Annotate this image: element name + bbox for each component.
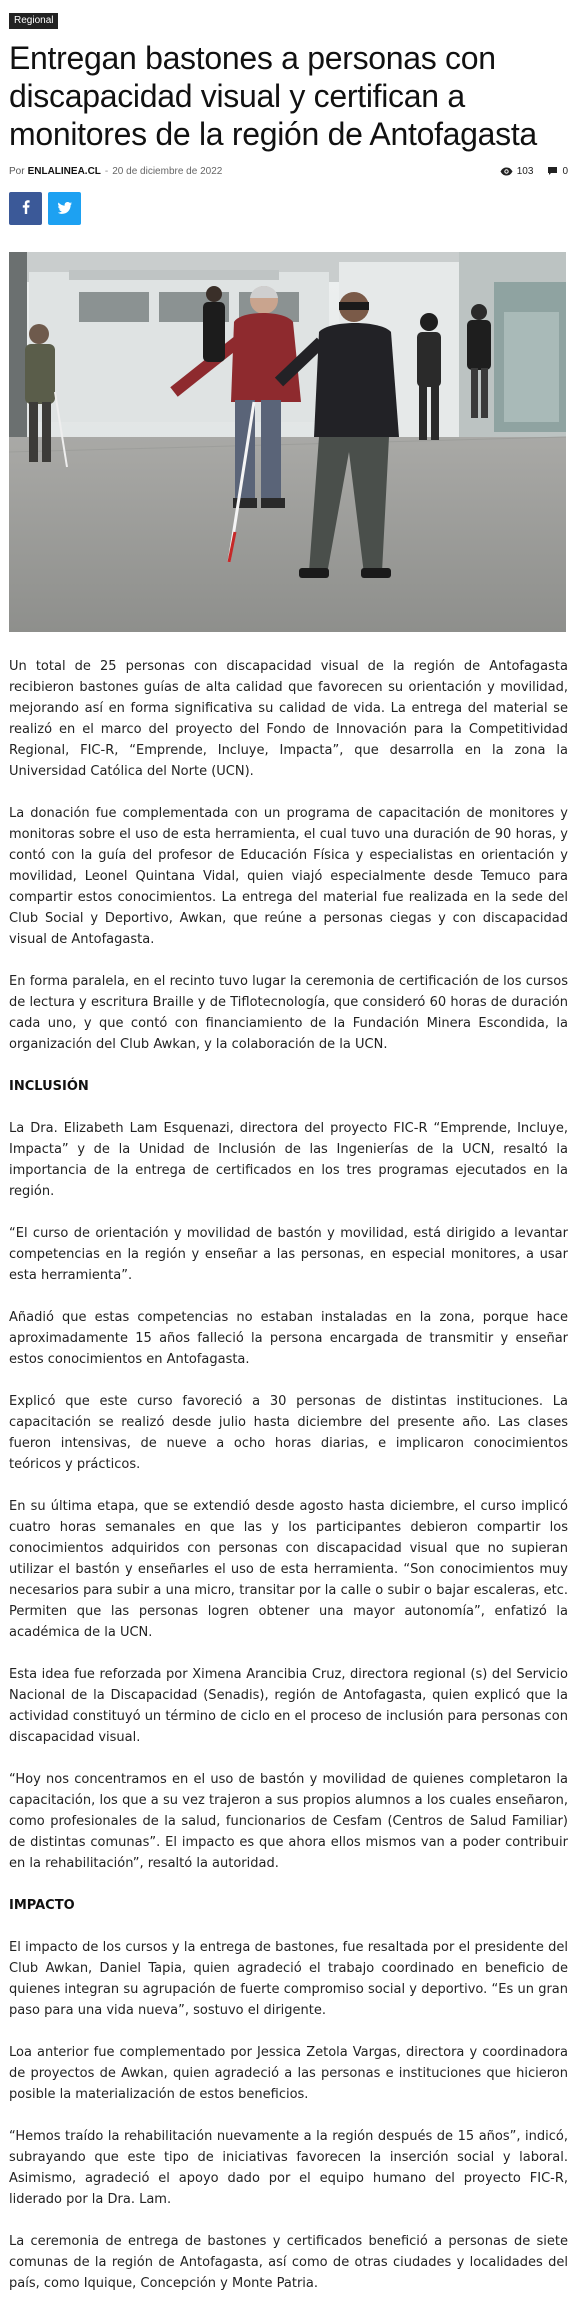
paragraph: La ceremonia de entrega de bastones y certificados benefició a personas de siete comunas de la región de Antofagasta, así como de otras ciudades y localidades del país, como Iquique, Concepción y Monte Patria. bbox=[9, 2234, 568, 2291]
photo-illustration bbox=[9, 252, 566, 632]
paragraph: Añadió que estas competencias no estaban instaladas en la zona, porque hace aproximadamente 15 años falleció la persona encargada de transmitir y enseñar estos conocimientos en Antofagasta. bbox=[9, 1310, 568, 1367]
author-link[interactable]: ENLALINEA.CL bbox=[27, 165, 101, 177]
views-count: 103 bbox=[516, 165, 534, 177]
article-title: Entregan bastones a personas con discapacidad visual y certifican a monitores de la región de Antofagasta bbox=[9, 40, 537, 152]
paragraph: En forma paralela, en el recinto tuvo lugar la ceremonia de certificación de los cursos de lectura y escritura Braille y de Tiflotecnología, que consideró 60 horas de duración cada uno, y que contó con financiamiento de la Fundación Minera Escondida, la organización del Club Awkan, y la colaboración de la UCN. bbox=[9, 974, 568, 1052]
comment-icon bbox=[547, 166, 558, 176]
meta-separator: - bbox=[104, 165, 109, 177]
section-heading-impacto: IMPACTO bbox=[9, 1898, 75, 1913]
article-photo bbox=[9, 252, 566, 632]
comments-count: 0 bbox=[562, 165, 568, 177]
article-meta bbox=[9, 163, 568, 179]
paragraph: La Dra. Elizabeth Lam Esquenazi, directora del proyecto FIC-R “Emprende, Incluye, Impacta” y de la Unidad de Inclusión de las Ingenierías de la UCN, resaltó la importancia de la entrega de certificados en los tres programas ejecutados en la región. bbox=[9, 1121, 568, 1199]
paragraph: Explicó que este curso favoreció a 30 personas de distintas instituciones. La capacitación se realizó desde julio hasta diciembre del presente año. Las clases fueron intensivas, de nueve a ocho horas diarias, e implicaron conocimientos teóricos y prácticos. bbox=[9, 1394, 568, 1472]
facebook-share-button[interactable] bbox=[9, 192, 42, 225]
facebook-icon bbox=[22, 199, 30, 218]
by-label: Por bbox=[9, 165, 25, 177]
paragraph: Un total de 25 personas con discapacidad visual de la región de Antofagasta recibieron bastones guías de alta calidad que favorecen su orientación y movilidad, mejorando así en forma significativa su calidad de vida. La entrega del material se realizó en el marco del proyecto del Fondo de Innovación para la Competitividad Regional, FIC-R, “Emprende, Incluye, Impacta”, que desarrolla en la zona la Universidad Católica del Norte (UCN). bbox=[9, 659, 568, 779]
section-heading-inclusion: INCLUSIÓN bbox=[9, 1079, 89, 1094]
paragraph: “Hemos traído la rehabilitación nuevamente a la región después de 15 años”, indicó, subrayando que este tipo de iniciativas favorecen la inserción social y laboral. Asimismo, agradeció el apoyo dado por el equipo humano del proyecto FIC-R, liderado por la Dra. Lam. bbox=[9, 2129, 568, 2207]
article-body bbox=[9, 656, 568, 2294]
comments-counter[interactable] bbox=[547, 166, 568, 177]
category-badge[interactable]: Regional bbox=[9, 13, 58, 29]
article-stats bbox=[500, 166, 568, 177]
paragraph: Esta idea fue reforzada por Ximena Arancibia Cruz, directora regional (s) del Servicio Nacional de la Discapacidad (Senadis), región de Antofagasta, quien explicó que la actividad constituyó un término de ciclo en el proceso de inclusión para personas con discapacidad visual. bbox=[9, 1667, 568, 1745]
paragraph: En su última etapa, que se extendió desde agosto hasta diciembre, el curso implicó cuatro horas semanales en que las y los participantes debieron compartir los conocimientos adquiridos con personas con discapacidad visual que no supieran utilizar el bastón y enseñarles el uso de esta herramienta. “Son conocimientos muy necesarios para subir a una micro, transitar por la calle o subir o bajar escaleras, etc. Permiten que las personas logren obtener una mayor autonomía”, enfatizó la académica de la UCN. bbox=[9, 1499, 568, 1640]
paragraph: “El curso de orientación y movilidad de bastón y movilidad, está dirigido a levantar competencias en la región y enseñar a las personas, en especial monitores, a usar esta herramienta”. bbox=[9, 1226, 568, 1283]
publish-date: 20 de diciembre de 2022 bbox=[112, 165, 223, 177]
twitter-icon bbox=[58, 199, 72, 218]
paragraph: Loa anterior fue complementado por Jessica Zetola Vargas, directora y coordinadora de proyectos de Awkan, quien agradeció a las personas e instituciones que hicieron posible la materialización de estos beneficios. bbox=[9, 2045, 568, 2102]
paragraph: “Hoy nos concentramos en el uso de bastón y movilidad de quienes completaron la capacitación, los que a su vez trajeron a sus propios alumnos a los cuales enseñaron, como profesionales de la salud, funcionarios de Cesfam (Centros de Salud Familiar) de distintas comunas”. El impacto es que ahora ellos mismos van a poder contribuir en la rehabilitación”, resaltó la autoridad. bbox=[9, 1772, 568, 1871]
share-buttons bbox=[9, 192, 568, 225]
paragraph: La donación fue complementada con un programa de capacitación de monitores y monitoras sobre el uso de esta herramienta, el cual tuvo una duración de 90 horas, y contó con la guía del profesor de Educación Física y especialistas en orientación y movilidad, Leonel Quintana Vidal, quien viajó especialmente desde Temuco para compartir estos conocimientos. La entrega del material fue realizada en la sede del Club Social y Deportivo, Awkan, que reúne a personas ciegas y con discapacidad visual de Antofagasta. bbox=[9, 806, 568, 947]
twitter-share-button[interactable] bbox=[48, 192, 81, 225]
paragraph: El impacto de los cursos y la entrega de bastones, fue resaltada por el presidente del Club Awkan, Daniel Tapia, quien agradeció el trabajo coordinado en beneficio de quienes integran su agrupación de fuerte compromiso social y deportivo. “Es un gran paso para una vida nueva”, sostuvo el dirigente. bbox=[9, 1940, 568, 2018]
views-counter bbox=[500, 166, 534, 177]
eye-icon bbox=[500, 167, 513, 176]
